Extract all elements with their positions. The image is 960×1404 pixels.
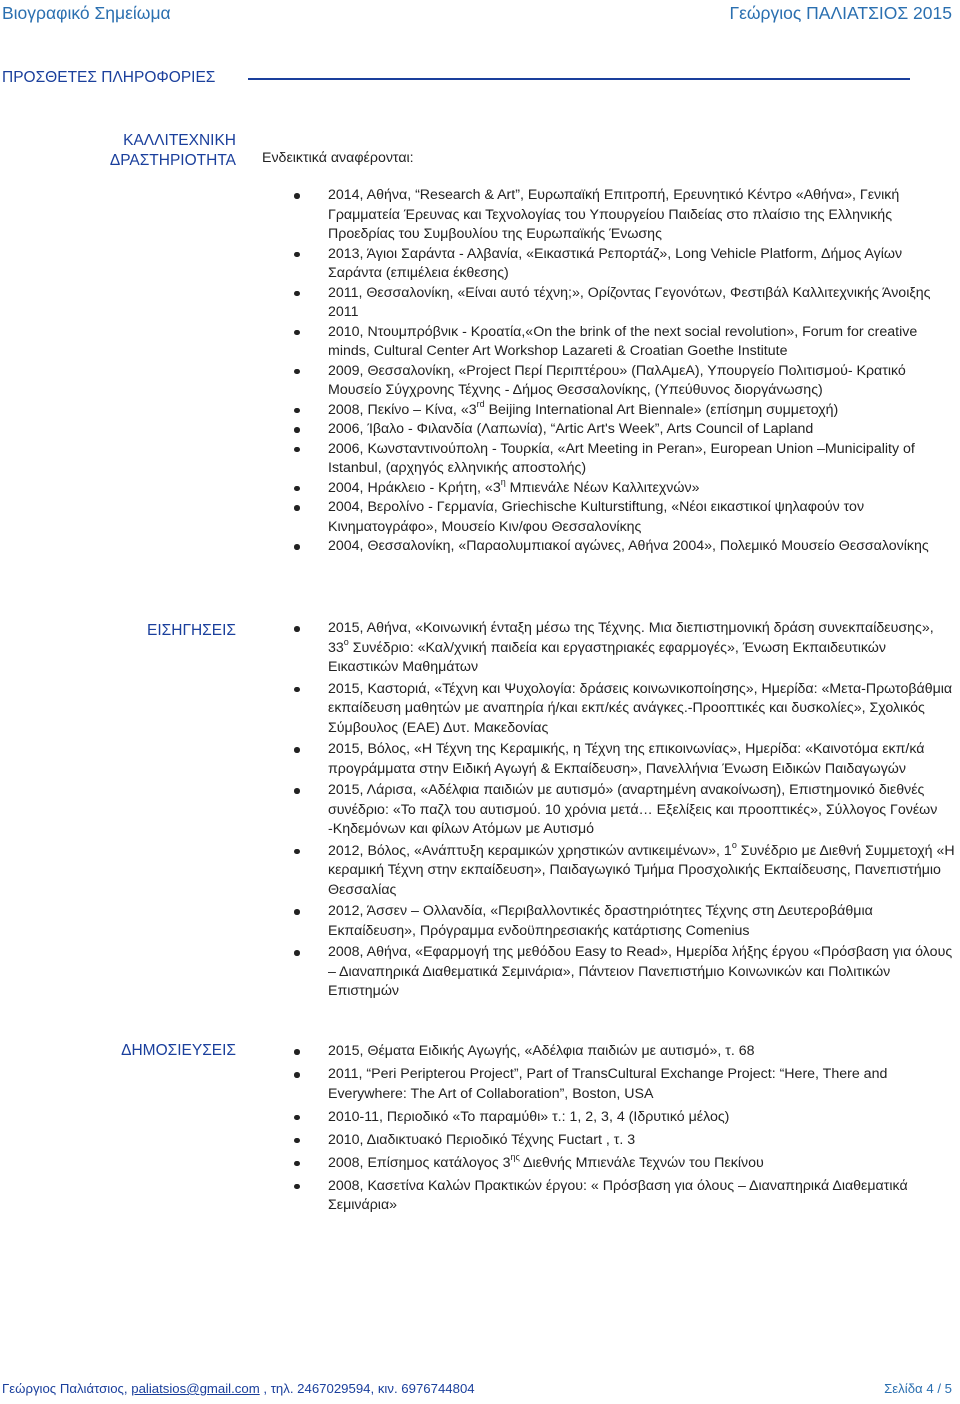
list-item-post: Διεθνής Μπιενάλε Τεχνών του Πεκίνου <box>519 1154 764 1171</box>
list-item-post: Συνέδριο με Διεθνή Συμμετοχή «Η κεραμική Τέχνη στην εκπαίδευση», Παιδαγωγικό Τμήμα Προσχολικής Εκπαίδευσης, Πανεπιστήμιο Θεσσαλίας <box>328 842 955 898</box>
list-item: 2014, Αθήνα, “Research & Art”, Ευρωπαϊκή Επιτροπή, Ερευνητικό Κέντρο «Αθήνα», Γενική Γραμματεία Έρευνας και Τεχνολογίας του Υπουργείου Παιδείας στο πλαίσιο της Ελληνικής Προεδρίας του Συμβουλίου της Ευρωπαϊκής Ένωσης <box>328 186 956 245</box>
footer-email-link[interactable]: paliatsios@gmail.com <box>131 1381 260 1396</box>
publications-list <box>328 1042 956 1219</box>
list-item: 2011, “Peri Peripterou Project”, Part of TransCultural Exchange Project: “Here, There and Everywhere: The Art of Collaboration”, Boston, USA <box>328 1065 956 1104</box>
footer-phones: , τηλ. 2467029594, κιν. 6976744804 <box>259 1381 475 1396</box>
list-item: 2015, Καστοριά, «Τέχνη και Ψυχολογία: δράσεις κοινωνικοποίησης», Ημερίδα: «Μετα-Πρωτοβάθμια εκπαίδευση μαθητών με αναπηρία ή/και εκπ/κές ανάγκες.-Προοπτικές και δυσκολίες», Σχολικός Σύμβουλος (ΕΑΕ) Δυτ. Μακεδονίας <box>328 680 956 739</box>
list-item: 2010, Ντουμπρόβνικ - Κροατία,«On the brink of the next social revolution», Forum for creative minds, Cultural Center Art Workshop Lazareti & Croatian Goethe Institute <box>328 323 956 362</box>
header-author-year: Γεώργιος ΠΑΛΙΑΤΣΙΟΣ 2015 <box>729 3 952 23</box>
footer-page-number: Σελίδα 4 / 5 <box>884 1381 952 1396</box>
list-item <box>328 1151 956 1174</box>
list-item: 2015, Λάρισα, «Αδέλφια παιδιών με αυτισμό» (αναρτημένη ανακοίνωση), Επιστημονικό διεθνές συνέδριο: «Το παζλ του αυτισμού. 10 χρόνια μετά… Εξελίξεις και προοπτικές», Σύλλογος Γονέων -Κηδεμόνων και φίλων Ατόμων με Αυτισμό <box>328 781 956 840</box>
section-title: ΠΡΟΣΘΕΤΕΣ ΠΛΗΡΟΦΟΡΙΕΣ <box>2 69 216 86</box>
footer-contact <box>2 1381 475 1396</box>
list-item-sup: ης <box>510 1151 520 1162</box>
list-item <box>328 619 956 678</box>
list-item: 2008, Κασετίνα Καλών Πρακτικών έργου: « Πρόσβαση για όλους – Διαναπηρικά Διαθεματικά Σεμινάρια» <box>328 1177 956 1216</box>
lectures-label: ΕΙΣΗΓΗΣΕΙΣ <box>147 622 236 639</box>
list-item <box>328 476 956 499</box>
list-item: 2009, Θεσσαλονίκη, «Project Περί Περιπτέρου» (ΠαλΑμεΑ), Υπουργείο Πολιτισμού- Κρατικό Μουσείο Σύγχρονης Τέχνης - Δήμος Θεσσαλονίκης, (Υπεύθυνος διοργάνωσης) <box>328 362 956 401</box>
list-item-pre: 2012, Βόλος, «Ανάπτυξη κεραμικών χρηστικών αντικειμένων», 1 <box>328 842 732 859</box>
list-item-sup: ο <box>343 636 349 647</box>
list-item-sup: rd <box>476 398 485 409</box>
art-activity-label-line2: ΔΡΑΣΤΗΡΙΟΤΗΤΑ <box>109 152 236 169</box>
art-activity-list <box>328 186 956 557</box>
list-item: 2015, Βόλος, «Η Τέχνη της Κεραμικής, η Τέχνη της επικοινωνίας», Ημερίδα: «Καινοτόμα εκπ/κά προγράμματα στην Ειδική Αγωγή & Εκπαίδευση», Πανελλήνια Ένωση Ειδικών Παιδαγωγών <box>328 740 956 779</box>
footer-name: Γεώργιος Παλιάτσιος, <box>2 1381 132 1396</box>
list-item: 2004, Θεσσαλονίκη, «Παραολυμπιακοί αγώνες, Αθήνα 2004», Πολεμικό Μουσείο Θεσσαλονίκης <box>328 537 956 557</box>
list-item: 2012, Άσσεν – Ολλανδία, «Περιβαλλοντικές δραστηριότητες Τέχνης στη Δευτεροβάθμια Εκπαίδευση», Πρόγραμμα ενδοϋπηρεσιακής κατάρτισης Comenius <box>328 902 956 941</box>
art-activity-label-line1: ΚΑΛΛΙΤΕΧΝΙΚΗ <box>123 132 236 149</box>
list-item: 2011, Θεσσαλονίκη, «Είναι αυτό τέχνη;», Ορίζοντας Γεγονότων, Φεστιβάλ Καλλιτεχνικής Άνοιξης 2011 <box>328 284 956 323</box>
art-activity-label <box>0 131 236 171</box>
list-item: 2004, Βερολίνο - Γερμανία, Griechische Kulturstiftung, «Νέοι εικαστικοί ψηλαφούν τον Κινηματογράφο», Μουσείο Κιν/φου Θεσσαλονίκης <box>328 498 956 537</box>
art-activity-intro: Ενδεικτικά αναφέρονται: <box>262 150 414 166</box>
list-item-pre: 2015, Αθήνα, «Κοινωνική ένταξη μέσω της Τέχνης. Μια διεπιστημονική δράση συνεκπαίδευσης», 33 <box>328 620 934 656</box>
header-document-title: Βιογραφικό Σημείωμα <box>2 3 171 23</box>
list-item-post: Συνέδριο: «Καλ/χνική παιδεία και εργαστηριακές εφαρμογές», Ένωση Εκπαιδευτικών Εικαστικών Μαθημάτων <box>328 639 886 675</box>
publications-label: ΔΗΜΟΣΙΕΥΣΕΙΣ <box>121 1042 236 1059</box>
list-item <box>328 398 956 421</box>
list-item-pre: 2008, Επίσημος κατάλογος 3 <box>328 1154 511 1171</box>
section-divider <box>248 78 910 80</box>
list-item: 2015, Θέματα Ειδικής Αγωγής, «Αδέλφια παιδιών με αυτισμό», τ. 68 <box>328 1042 956 1062</box>
list-item-post: Beijing International Art Biennale» (επίσημη συμμετοχή) <box>484 401 839 418</box>
list-item-sup: ο <box>731 839 737 850</box>
list-item-post: Μπιενάλε Νέων Καλλιτεχνών» <box>505 479 700 496</box>
list-item: 2008, Αθήνα, «Εφαρμογή της μεθόδου Easy to Read», Ημερίδα λήξης έργου «Πρόσβαση για όλους – Διαναπηρικά Διαθεματικά Σεμινάρια», Πάντειον Πανεπιστήμιο Κοινωνικών και Πολιτικών Επιστημών <box>328 943 956 1002</box>
list-item: 2010, Διαδικτυακό Περιοδικό Τέχνης Fuctart , τ. 3 <box>328 1131 956 1151</box>
list-item: 2013, Άγιοι Σαράντα - Αλβανία, «Εικαστικά Ρεπορτάζ», Long Vehicle Platform, Δήμος Αγίων Σαράντα (επιμέλεια έκθεσης) <box>328 245 956 284</box>
list-item-sup: η <box>500 476 506 487</box>
list-item: 2006, Κωνσταντινούπολη - Τουρκία, «Art Meeting in Peran», European Union –Municipality of Istanbul, (αρχηγός ελληνικής αποστολής) <box>328 440 956 479</box>
list-item: 2010-11, Περιοδικό «Το παραμύθι» τ.: 1, 2, 3, 4 (Ιδρυτικό μέλος) <box>328 1108 956 1128</box>
lectures-list <box>328 619 956 1004</box>
list-item <box>328 839 956 901</box>
list-item: 2006, Ίβαλο - Φιλανδία (Λαπωνία), “Artic Art's Week”, Arts Council of Lapland <box>328 420 956 440</box>
list-item-pre: 2004, Ηράκλειο - Κρήτη, «3 <box>328 479 501 496</box>
list-item-pre: 2008, Πεκίνο – Κίνα, «3 <box>328 401 477 418</box>
